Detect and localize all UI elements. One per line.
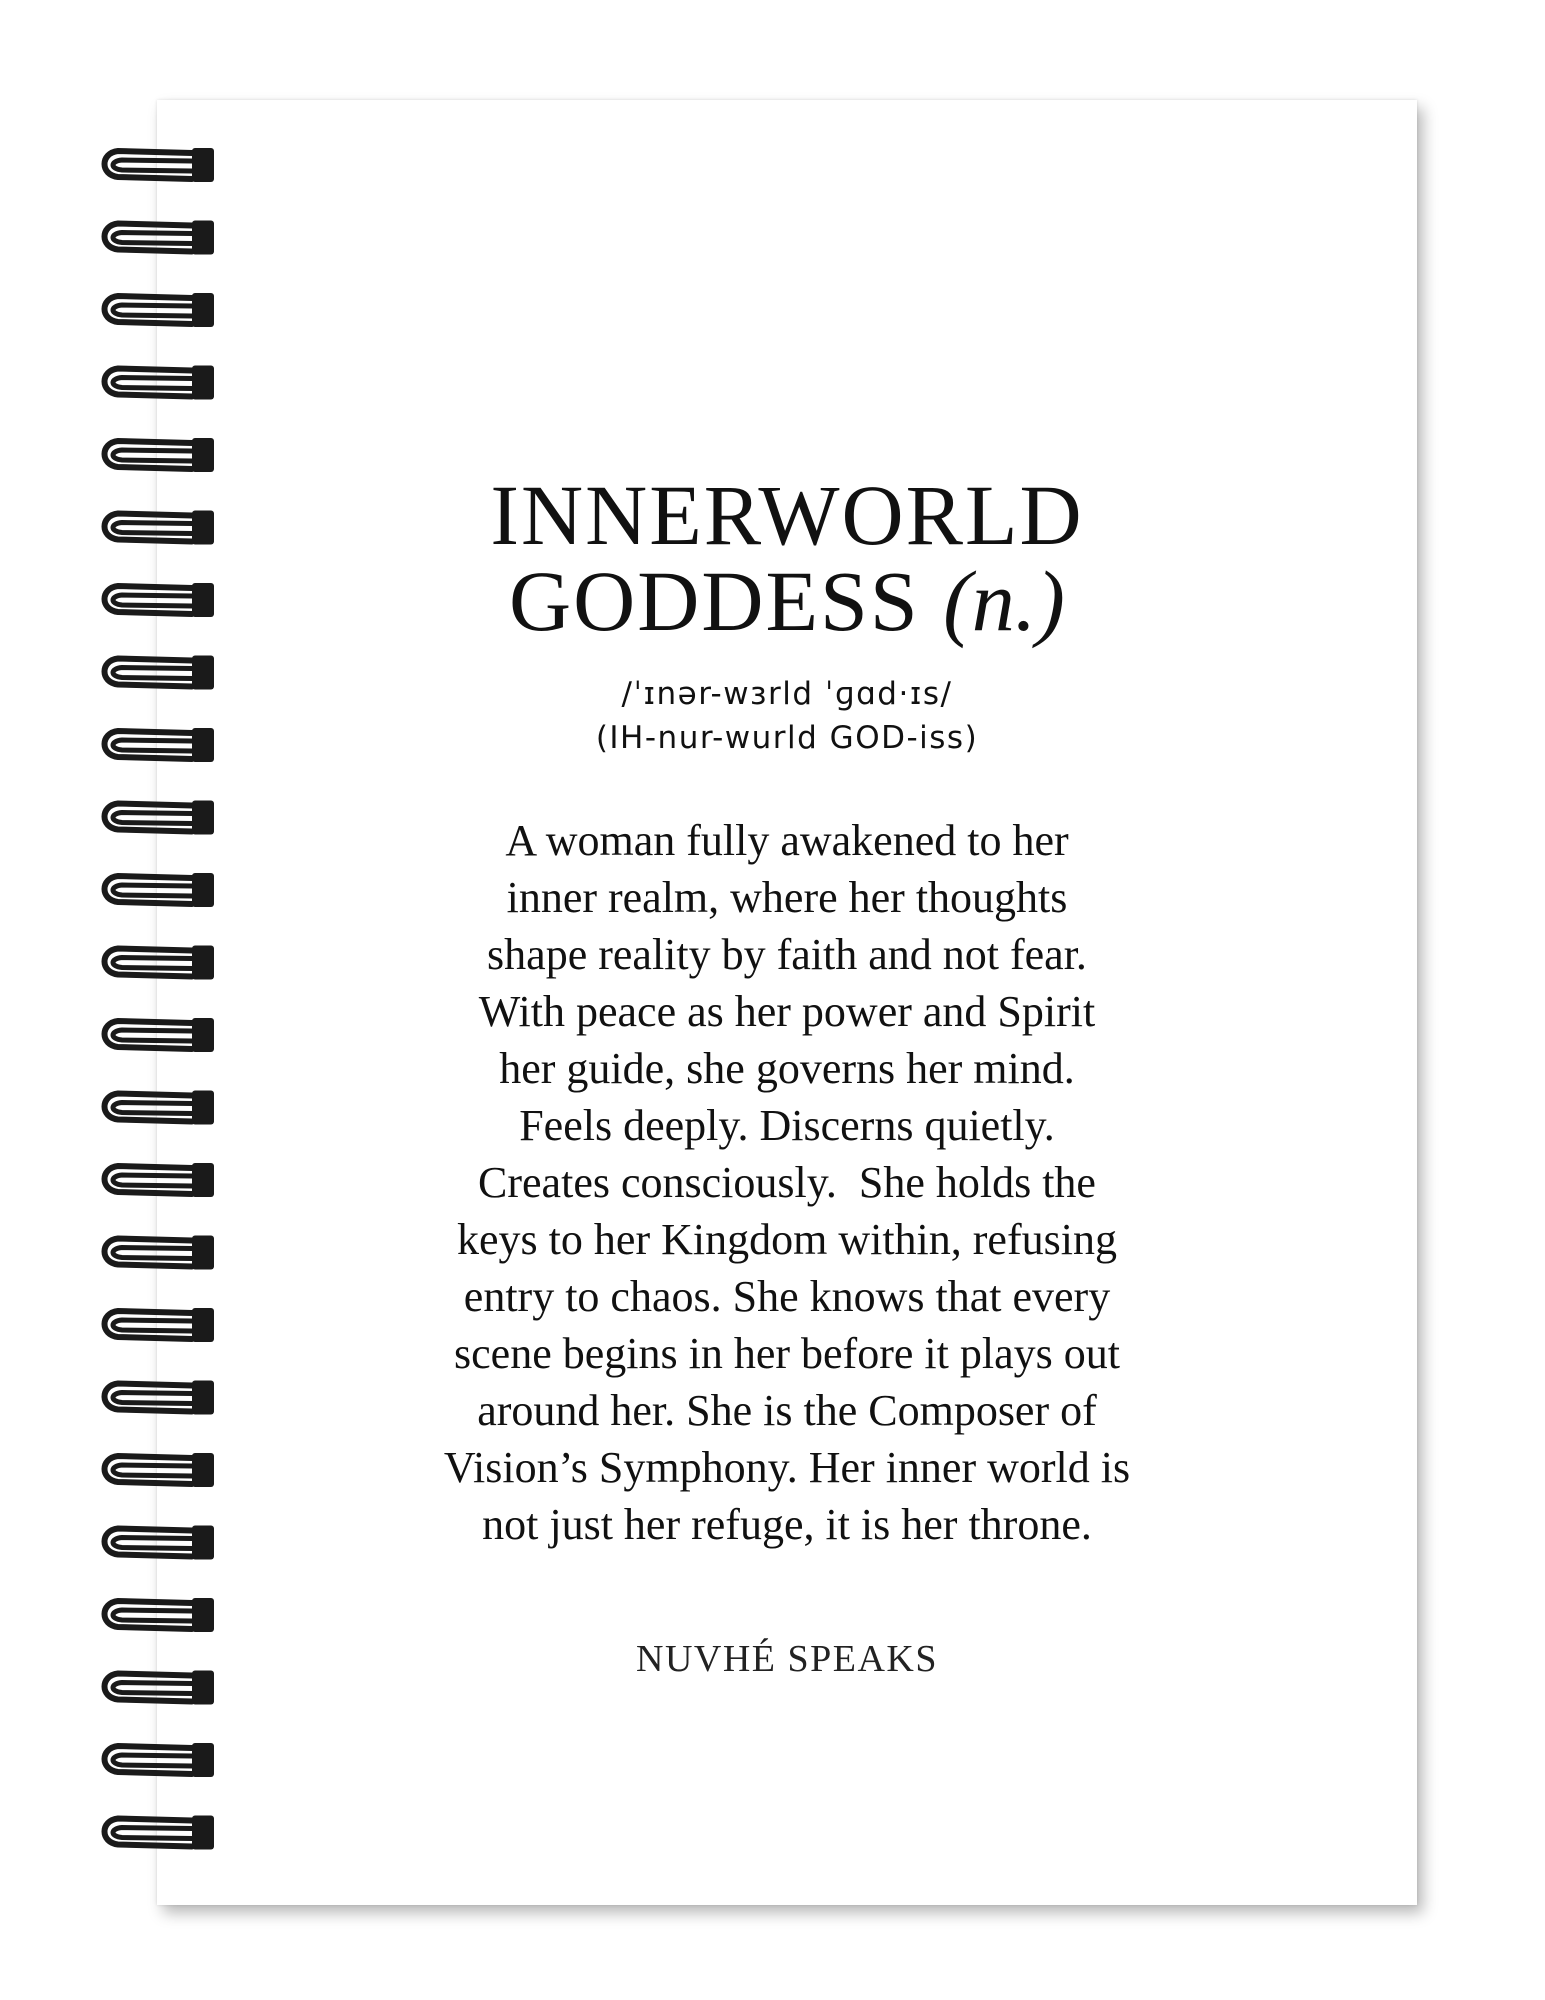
definition-line: Feels deeply. Discerns quietly. [519, 1101, 1055, 1150]
definition-line: Vision’s Symphony. Her inner world is [443, 1443, 1131, 1492]
definition-line: not just her refuge, it is her throne. [482, 1500, 1092, 1549]
definition-line: around her. She is the Composer of [477, 1386, 1097, 1435]
definition-line: entry to chaos. She knows that every [463, 1272, 1111, 1321]
definition-line: With peace as her power and Spirit [478, 987, 1096, 1036]
definition-line: scene begins in her before it plays out [454, 1329, 1120, 1378]
definition-line: A woman fully awakened to her [505, 816, 1069, 865]
definition-text [157, 812, 1417, 1553]
definition-line: her guide, she governs her mind. [499, 1044, 1075, 1093]
definition-card [157, 100, 1417, 1905]
ipa-pronunciation: /ˈɪnər-wɜrld ˈɡɑd·ɪs/ [621, 676, 953, 712]
phonetic-pronunciation: (IH-nur-wurld GOD-iss) [595, 720, 979, 756]
definition-line: inner realm, where her thoughts [506, 873, 1068, 922]
title-line-2: GODDESS [509, 553, 920, 649]
definition-line: keys to her Kingdom within, refusing [457, 1215, 1117, 1264]
title-line-1: INNERWORLD [490, 467, 1084, 563]
author-signature: NUVHÉ SPEAKS [636, 1638, 938, 1680]
pronunciation [157, 672, 1417, 760]
part-of-speech: (n.) [943, 553, 1065, 649]
definition-line: shape reality by faith and not fear. [487, 930, 1087, 979]
page-title [157, 467, 1417, 649]
definition-line: Creates consciously. She holds the [478, 1158, 1096, 1207]
